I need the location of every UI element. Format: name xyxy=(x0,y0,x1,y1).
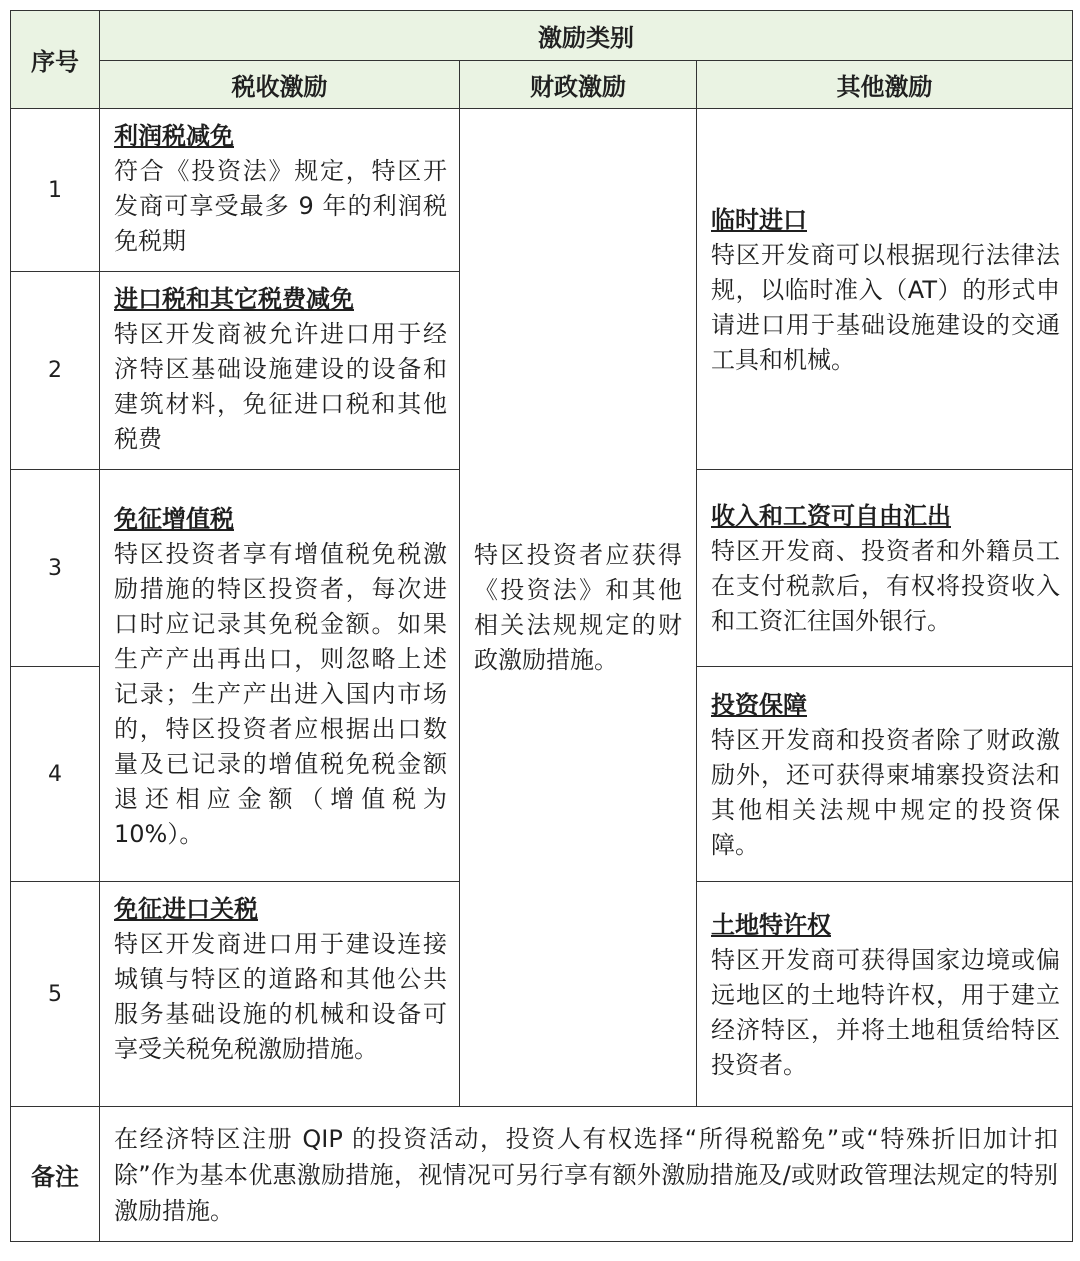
tax-title-3: 免征增值税 xyxy=(114,504,234,533)
row-number-3: 3 xyxy=(11,470,100,667)
other-title-1: 临时进口 xyxy=(711,205,807,234)
tax-cell-2 xyxy=(100,272,460,470)
other-title-2: 收入和工资可自由汇出 xyxy=(711,502,951,530)
tax-text-2: 特区开发商被允许进口用于经济特区基础设施建设的设备和建筑材料，免征进口税和其他税费 xyxy=(114,320,447,453)
incentive-table xyxy=(10,10,1073,1242)
fiscal-text: 特区投资者应获得《投资法》和其他相关法规规定的财政激励措施。 xyxy=(474,540,682,674)
row-number-1: 1 xyxy=(11,109,100,272)
row-number-2: 2 xyxy=(11,272,100,470)
header-category: 激励类别 xyxy=(100,11,1073,61)
other-cell-2 xyxy=(697,470,1073,667)
header-seq: 序号 xyxy=(11,11,100,109)
tax-text-1: 符合《投资法》规定，特区开发商可享受最多 9 年的利润税免税期 xyxy=(114,157,447,255)
other-cell-1 xyxy=(697,109,1073,470)
tax-cell-1 xyxy=(100,109,460,272)
row-number-4: 4 xyxy=(11,667,100,882)
tax-title-2: 进口税和其它税费减免 xyxy=(114,285,354,313)
incentive-table-wrapper xyxy=(10,10,1072,1242)
other-text-3: 特区开发商和投资者除了财政激励外，还可获得柬埔寨投资法和其他相关法规中规定的投资保障。 xyxy=(711,725,1061,859)
other-title-4: 土地特许权 xyxy=(711,910,831,939)
tax-text-4: 特区开发商进口用于建设连接城镇与特区的道路和其他公共服务基础设施的机械和设备可享受关税免税激励措施。 xyxy=(114,930,447,1063)
fiscal-cell xyxy=(460,109,697,1107)
other-cell-4 xyxy=(697,882,1073,1107)
note-text: 在经济特区注册 QIP 的投资活动，投资人有权选择“所得税豁免”或“特殊折旧加计扣除”作为基本优惠激励措施，视情况可另行享有额外激励措施及/或财政管理法规定的特别激励措施。 xyxy=(100,1107,1073,1242)
row-number-5: 5 xyxy=(11,882,100,1107)
header-other: 其他激励 xyxy=(697,61,1073,109)
tax-cell-4 xyxy=(100,882,460,1107)
header-tax: 税收激励 xyxy=(100,61,460,109)
other-text-2: 特区开发商、投资者和外籍员工在支付税款后，有权将投资收入和工资汇往国外银行。 xyxy=(711,537,1061,635)
other-title-3: 投资保障 xyxy=(711,690,807,719)
tax-text-3: 特区投资者享有增值税免税激励措施的特区投资者，每次进口时应记录其免税金额。如果生产产出再出口，则忽略上述记录；生产产出进入国内市场的，特区投资者应根据出口数量及已记录的增值税免税金额退还相应金额（增值税为 10%）。 xyxy=(114,539,447,848)
tax-cell-3 xyxy=(100,470,460,882)
other-text-4: 特区开发商可获得国家边境或偏远地区的土地特许权，用于建立经济特区，并将土地租赁给特区投资者。 xyxy=(711,945,1061,1079)
other-cell-3 xyxy=(697,667,1073,882)
tax-title-4: 免征进口关税 xyxy=(114,895,258,923)
note-label: 备注 xyxy=(11,1107,100,1242)
other-text-1: 特区开发商可以根据现行法律法规，以临时准入（AT）的形式申请进口用于基础设施建设的交通工具和机械。 xyxy=(711,240,1061,374)
tax-title-1: 利润税减免 xyxy=(114,122,234,150)
header-fiscal: 财政激励 xyxy=(460,61,697,109)
